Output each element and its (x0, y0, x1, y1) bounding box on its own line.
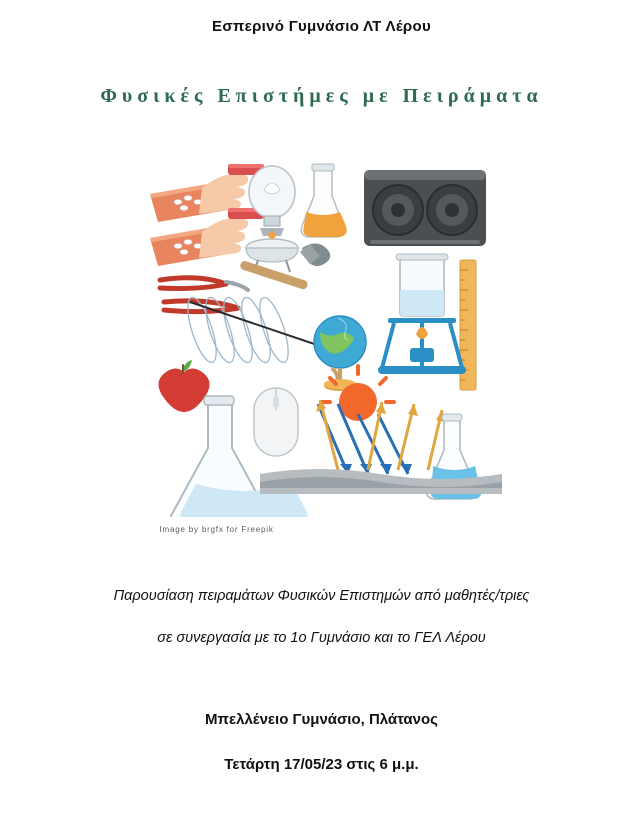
speaker-box-icon (364, 170, 486, 246)
tweezers-icon (160, 278, 248, 290)
computer-mouse-icon (254, 388, 298, 456)
description-line-1: Παρουσίαση πειραμάτων Φυσικών Επιστημών από μαθητές/τριες (113, 588, 530, 604)
flask-orange-icon (301, 164, 347, 237)
beaker-stand-burner-icon (378, 254, 466, 374)
page-title: Φυσικές Επιστήμες με Πειράματα (100, 85, 543, 107)
description-block (114, 586, 530, 649)
light-ray-arrows-icon (316, 400, 446, 474)
description-line-2: σε συνεργασία με το 1ο Γυμνάσιο και το ΓΕΛ Λέρου (157, 630, 486, 647)
image-credit: Image by brgfx for Freepik (159, 525, 274, 534)
venue-block (205, 711, 438, 773)
apple-icon (158, 360, 209, 412)
venue-name: Μπελλένειο Γυμνάσιο, Πλάτανος (205, 710, 438, 728)
school-name: Εσπερινό Γυμνάσιο ΛΤ Λέρου (212, 18, 431, 35)
globe-icon (314, 316, 366, 391)
science-illustration (142, 152, 502, 517)
event-datetime: Τετάρτη 17/05/23 στις 6 μ.μ. (224, 755, 419, 773)
